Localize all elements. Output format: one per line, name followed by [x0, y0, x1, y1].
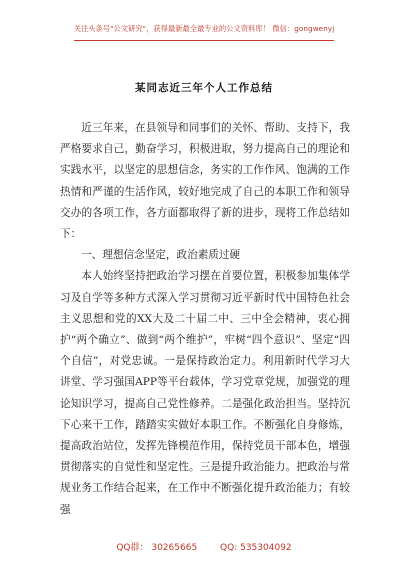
section-heading: 一、理想信念坚定，政治素质过硬	[81, 249, 241, 262]
footer	[0, 540, 408, 553]
footer-qq-group: QQ群： 30265665	[116, 543, 198, 553]
document-body	[60, 118, 350, 521]
document-title: 某同志近三年个人工作总结	[135, 82, 273, 94]
footer-qq-contact: QQ: 535304092	[220, 543, 292, 553]
header-divider	[74, 40, 334, 41]
body-paragraph: 本人始终坚持把政治学习摆在首要位置，积极参加集体学习及自学等多种方式深入学习贯彻习近平新时代中国特色社会主义思想和党的XX大及二十届二中、三中全会精神，衷心拥护“两个确立”、做到“两个维护”，牢树“四个意识”、坚定“四个自信”，对党忠诚。一是保持政治定力。利用新时代学习大讲堂、学习强国APP等平台载体，学习党章党规，加强党的理论知识学习，提高自己党性修养。二是强化政治担当。坚持沉下心来干工作，踏踏实实做好本职工作。不断强化自身修炼，提高政治站位，发挥先锋模范作用，保持党员干部本色，增强贯彻落实的自觉性和坚定性。三是提升政治能力。把政治与常规业务工作结合起来，在工作中不断强化提升政治能力；有较强	[60, 270, 350, 516]
header-banner: 关注头条号"公文研究"，获得最新最全最专业的公文资料库！ 微信：gongwenyj	[73, 24, 335, 33]
intro-paragraph: 近三年来，在县领导和同事们的关怀、帮助、支持下，我严格要求自己，勤奋学习，积极进取，努力提高自己的理论和实践水平，以坚定的思想信念，务实的工作作风、饱满的工作热情和严谨的生活作风，较好地完成了自己的本职工作和领导交办的各项工作，各方面都取得了新的进步，现将工作总结如下：	[60, 122, 350, 241]
